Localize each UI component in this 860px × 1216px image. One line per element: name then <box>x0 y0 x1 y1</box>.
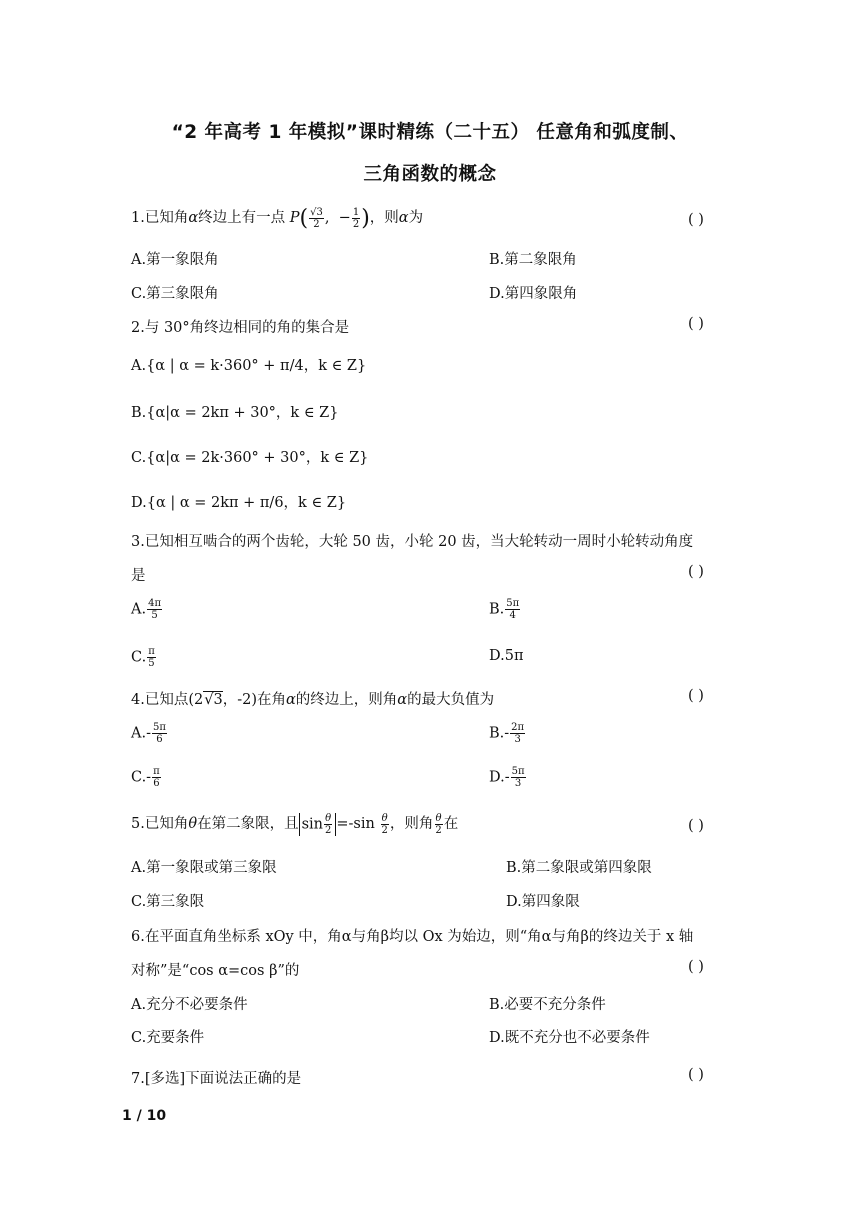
page-number: 1 / 10 <box>122 1108 167 1124</box>
q2-option-a: A.{α | α = k·360° + π/4，k ∈ Z} <box>131 358 367 374</box>
q1-option-c: C.第三象限角 <box>131 286 219 302</box>
answer-parentheses-2: ( ) <box>688 316 704 332</box>
answer-parentheses-3: ( ) <box>688 564 704 580</box>
q6-option-c: C.充要条件 <box>131 1030 205 1046</box>
answer-parentheses-1: ( ) <box>688 212 704 228</box>
q2-option-c: C.{α|α = 2k·360° + 30°，k ∈ Z} <box>131 450 369 466</box>
q3-option-c: C. $\frac{\pi}{5}$ <box>131 646 155 669</box>
question-7-stem: 7.[多选]下面说法正确的是 <box>131 1071 302 1087</box>
question-3-stem-line-1: 3.已知相互啮合的两个齿轮，大轮 50 齿，小轮 20 齿，当大轮转动一周时小轮转动角度 <box>131 534 694 550</box>
question-6-stem-line-2: 对称”是“cos α=cos β”的 <box>131 963 300 979</box>
question-2-stem: 2.与 30°角终边相同的角的集合是 <box>131 320 350 336</box>
q2-option-b: B.{α|α = 2kπ + 30°，k ∈ Z} <box>131 405 339 421</box>
q5-option-d: D.第四象限 <box>506 894 580 910</box>
q3-option-b: B. $\frac{5\pi}{4}$ <box>489 598 520 621</box>
page-title-line-1: “2 年高考 1 年模拟”课时精练（二十五） 任意角和弧度制、 <box>171 122 689 143</box>
q5-option-b: B.第二象限或第四象限 <box>506 860 652 876</box>
q3-option-d: D.5π <box>489 648 524 664</box>
answer-parentheses-7: ( ) <box>688 1067 704 1083</box>
q6-option-b: B.必要不充分条件 <box>489 997 606 1013</box>
q5-option-a: A.第一象限或第三象限 <box>131 860 277 876</box>
q4-option-b: B.- $\frac{2\pi}{3}$ <box>489 722 525 745</box>
q1-option-b: B.第二象限角 <box>489 252 577 268</box>
q4-option-c: C.- $\frac{\pi}{6}$ <box>131 766 160 789</box>
answer-parentheses-6: ( ) <box>688 959 704 975</box>
q1-option-a: A.第一象限角 <box>131 252 219 268</box>
q1-option-d: D.第四象限角 <box>489 286 578 302</box>
question-3-stem-line-2: 是 <box>131 568 146 584</box>
question-6-stem-line-1: 6.在平面直角坐标系 xOy 中，角α与角β均以 Ox 为始边，则“角α与角β的终边关于 x 轴 <box>131 929 694 945</box>
q4-option-d: D.- $\frac{5\pi}{3}$ <box>489 766 525 789</box>
question-5-stem: 5.已知角θ在第二象限，且 sin $\frac{\theta}{2}$ =-sin $\frac{\theta}{2}$ ，则角 $\frac{\theta}{2}$ 在 <box>131 812 459 836</box>
page-title-line-2: 三角函数的概念 <box>363 164 497 185</box>
q4-option-a: A.- $\frac{5\pi}{6}$ <box>131 722 166 745</box>
answer-parentheses-4: ( ) <box>688 688 704 704</box>
q2-option-d: D.{α | α = 2kπ + π/6，k ∈ Z} <box>131 495 347 511</box>
q5-option-c: C.第三象限 <box>131 894 205 910</box>
answer-parentheses-5: ( ) <box>688 818 704 834</box>
q3-option-a: A. $\frac{4\pi}{5}$ <box>131 598 162 621</box>
question-1-stem: 1.已知角α终边上有一点 P( $\frac{√3}{2}$ , − $\frac{1}{2}$ )，则α为 <box>131 206 424 231</box>
question-4-stem: 4.已知点(2√3，-2)在角α的终边上，则角α的最大负值为 <box>131 692 495 708</box>
q6-option-a: A.充分不必要条件 <box>131 997 248 1013</box>
q6-option-d: D.既不充分也不必要条件 <box>489 1030 650 1046</box>
